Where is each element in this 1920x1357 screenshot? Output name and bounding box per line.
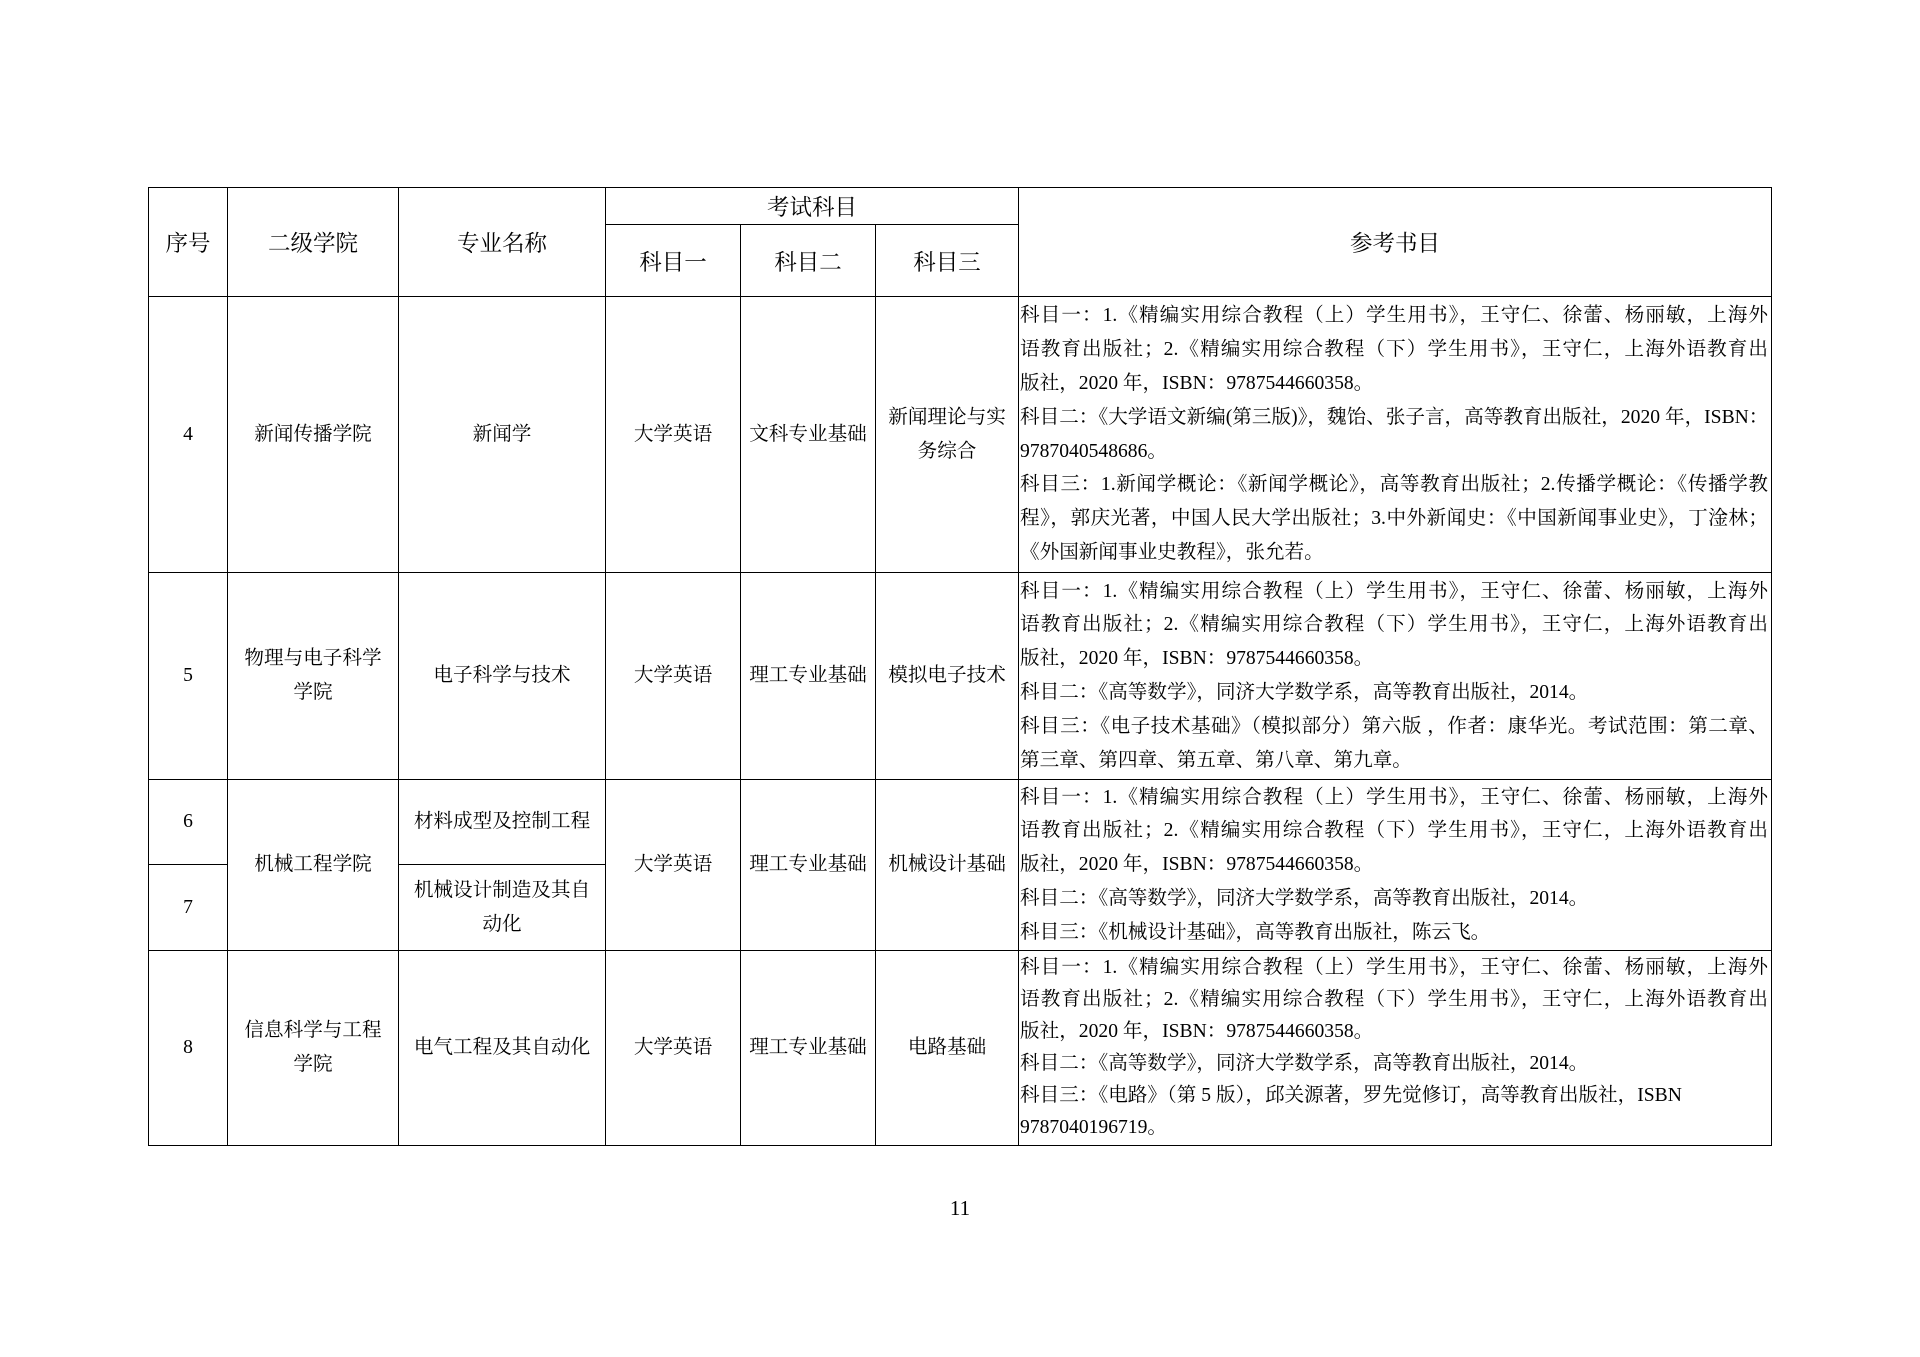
- references-cell: [1019, 297, 1772, 573]
- reference-line: 版社，2020 年，ISBN：9787544660358。: [1020, 854, 1374, 876]
- subject3-line: 模拟电子技术: [888, 665, 1006, 687]
- college-line: 新闻传播学院: [254, 423, 372, 445]
- college-cell: [228, 297, 399, 573]
- subject1-cell: [606, 780, 741, 951]
- college-line: 学院: [293, 682, 333, 703]
- reference-line: 版社，2020 年，ISBN：9787544660358。: [1020, 372, 1374, 394]
- header-row: [149, 188, 1772, 225]
- reference-line: 科目三：《电子技术基础》（模拟部分）第六版 ，作者：康华光。考试范围：第二章、: [1020, 715, 1769, 737]
- index-cell: 6: [149, 780, 228, 865]
- reference-line: 9787040548686。: [1020, 440, 1167, 462]
- reference-line: 科目二：《高等数学》，同济大学数学系，高等教育出版社，2014。: [1020, 682, 1589, 703]
- header-subject3: 科目三: [876, 225, 1019, 297]
- major-line: 机械设计制造及其自: [413, 879, 591, 901]
- references-cell: [1019, 780, 1772, 951]
- reference-line: 版社，2020 年，ISBN：9787544660358。: [1020, 1020, 1374, 1042]
- reference-line: 科目三：《电路》（第 5 版），邱关源著，罗先觉修订，高等教育出版社，ISBN: [1020, 1085, 1682, 1107]
- header-major: 专业名称: [399, 188, 606, 297]
- subject3-cell: [876, 297, 1019, 573]
- major-cell: [399, 780, 606, 865]
- subject1-text: 大学英语: [633, 1037, 713, 1059]
- reference-line: 语教育出版社；2.《精编实用综合教程（下）学生用书》，王守仁，上海外语教育出: [1020, 988, 1769, 1010]
- header-subject1: 科目一: [606, 225, 741, 297]
- reference-line: 《外国新闻事业史教程》，张允若。: [1020, 541, 1324, 563]
- header-index: 序号: [149, 188, 228, 297]
- major-cell: [399, 951, 606, 1146]
- subject2-cell: [741, 297, 876, 573]
- exam-subjects-table: [148, 187, 1772, 1146]
- subject1-text: 大学英语: [633, 665, 713, 687]
- reference-line: 版社，2020 年，ISBN：9787544660358。: [1020, 648, 1374, 670]
- subject2-cell: [741, 780, 876, 951]
- references-cell: [1019, 573, 1772, 780]
- major-cell: [399, 297, 606, 573]
- reference-line: 科目一：1.《精编实用综合教程（上）学生用书》，王守仁、徐蕾、杨丽敏，上海外: [1020, 580, 1769, 602]
- reference-line: 科目三：《机械设计基础》，高等教育出版社，陈云飞。: [1020, 921, 1491, 943]
- reference-line: 语教育出版社；2.《精编实用综合教程（下）学生用书》，王守仁，上海外语教育出: [1020, 614, 1769, 636]
- major-cell: [399, 865, 606, 951]
- reference-line: 程》，郭庆光著，中国人民大学出版社；3.中外新闻史：《中国新闻事业史》，丁淦林；: [1020, 508, 1769, 530]
- major-line: 动化: [482, 913, 522, 935]
- table-row: [149, 297, 1772, 573]
- subject2-text: 理工专业基础: [749, 1037, 867, 1059]
- college-cell: [228, 780, 399, 951]
- subject3-line: 务综合: [917, 440, 977, 462]
- subject2-text: 文科专业基础: [749, 423, 867, 445]
- reference-line: 语教育出版社；2.《精编实用综合教程（下）学生用书》，王守仁，上海外语教育出: [1020, 820, 1769, 842]
- college-cell: [228, 573, 399, 780]
- reference-line: 科目二：《高等数学》，同济大学数学系，高等教育出版社，2014。: [1020, 1053, 1589, 1074]
- reference-line: 科目二：《高等数学》，同济大学数学系，高等教育出版社，2014。: [1020, 887, 1589, 909]
- college-line: 机械工程学院: [254, 854, 372, 876]
- reference-line: 语教育出版社；2.《精编实用综合教程（下）学生用书》，王守仁，上海外语教育出: [1020, 339, 1769, 361]
- reference-line: 第三章、第四章、第五章、第八章、第九章。: [1020, 749, 1412, 771]
- college-line: 物理与电子科学: [244, 648, 382, 670]
- index-cell: 7: [149, 865, 228, 951]
- subject1-cell: [606, 573, 741, 780]
- college-cell: [228, 951, 399, 1146]
- subject3-line: 电路基础: [907, 1037, 987, 1059]
- subject1-text: 大学英语: [633, 854, 713, 876]
- references-cell: [1019, 951, 1772, 1146]
- major-cell: [399, 573, 606, 780]
- reference-line: 科目一：1.《精编实用综合教程（上）学生用书》，王守仁、徐蕾、杨丽敏，上海外: [1020, 305, 1769, 327]
- header-references: 参考书目: [1019, 188, 1772, 297]
- reference-line: 科目一：1.《精编实用综合教程（上）学生用书》，王守仁、徐蕾、杨丽敏，上海外: [1020, 786, 1769, 808]
- major-line: 材料成型及控制工程: [413, 811, 591, 833]
- page-number: 11: [949, 1196, 971, 1220]
- subject1-cell: [606, 297, 741, 573]
- index-cell: 5: [149, 573, 228, 780]
- table-row: [149, 780, 1772, 865]
- reference-line: 科目一：1.《精编实用综合教程（上）学生用书》，王守仁、徐蕾、杨丽敏，上海外: [1020, 956, 1769, 978]
- subject3-cell: [876, 780, 1019, 951]
- subject1-text: 大学英语: [633, 423, 713, 445]
- major-line: 电气工程及其自动化: [413, 1037, 591, 1059]
- major-line: 新闻学: [472, 423, 532, 445]
- subject3-line: 新闻理论与实: [888, 406, 1006, 428]
- header-college: 二级学院: [228, 188, 399, 297]
- subject1-cell: [606, 951, 741, 1146]
- reference-line: 科目二：《大学语文新编(第三版)》，魏饴、张子言，高等教育出版社，2020 年，ISBN：: [1020, 406, 1769, 428]
- subject3-cell: [876, 573, 1019, 780]
- subject3-line: 机械设计基础: [888, 854, 1006, 876]
- subject2-cell: [741, 573, 876, 780]
- index-cell: 8: [149, 951, 228, 1146]
- table-row: [149, 573, 1772, 780]
- header-subject2: 科目二: [741, 225, 876, 297]
- college-line: 信息科学与工程: [244, 1020, 382, 1042]
- subject2-text: 理工专业基础: [749, 854, 867, 876]
- subject3-cell: [876, 951, 1019, 1146]
- index-cell: 4: [149, 297, 228, 573]
- major-line: 电子科学与技术: [433, 665, 571, 687]
- subject2-cell: [741, 951, 876, 1146]
- subject2-text: 理工专业基础: [749, 665, 867, 687]
- college-line: 学院: [293, 1054, 333, 1075]
- reference-line: 科目三：1.新闻学概论：《新闻学概论》，高等教育出版社；2.传播学概论：《传播学教: [1020, 474, 1769, 496]
- table-row: [149, 951, 1772, 1146]
- reference-line: 9787040196719。: [1020, 1117, 1167, 1139]
- header-exam-subjects: 考试科目: [606, 188, 1019, 225]
